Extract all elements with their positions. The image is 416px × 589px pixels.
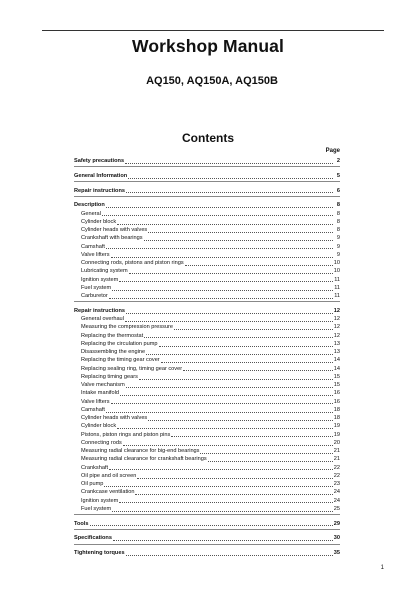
toc-entry-label: Carburetor: [81, 293, 108, 299]
dot-leader: [146, 354, 333, 355]
toc-subentry[interactable]: [74, 431, 340, 439]
toc-section-entry[interactable]: [74, 187, 340, 195]
dot-leader: [139, 379, 333, 380]
toc-subentry[interactable]: [74, 414, 340, 422]
dot-leader: [208, 461, 333, 462]
dot-leader: [171, 436, 333, 437]
toc-entry-label: Measuring radial clearance for big-end bearings: [81, 448, 200, 454]
toc-subentry[interactable]: [74, 455, 340, 463]
toc-entry-label: General: [81, 210, 101, 217]
toc-entry-page: 8: [336, 218, 340, 225]
toc-entry-page: 8: [336, 202, 340, 209]
toc-entry-page: 9: [336, 251, 340, 258]
toc-entry-page: 11: [334, 276, 340, 283]
toc-subentry[interactable]: [74, 226, 340, 234]
toc-subentry[interactable]: [74, 447, 340, 455]
dot-leader: [129, 273, 333, 274]
toc-entry-label: Oil pump: [81, 481, 104, 487]
toc-entry-label: Ignition system: [81, 497, 119, 504]
toc-entry-page: 15: [333, 382, 340, 388]
toc-entry-label: Crankcase ventilation: [81, 489, 135, 496]
toc-entry-label: Lubricating system: [81, 268, 128, 275]
dot-leader: [144, 337, 333, 338]
dot-leader: [117, 224, 333, 225]
contents-heading: Contents: [182, 131, 234, 145]
toc-entry-label: Valve lifters: [81, 398, 110, 405]
toc-entry-label: Crankshaft: [81, 464, 109, 471]
dot-leader: [200, 453, 332, 454]
toc-entry-label: Cylinder block: [81, 218, 117, 225]
toc-entry-page: 19: [333, 431, 340, 438]
toc-divider-rule: [74, 529, 340, 530]
toc-subentry[interactable]: [74, 292, 340, 300]
toc-subentry[interactable]: [74, 381, 340, 389]
toc-entry-label: Measuring radial clearance for crankshaft bearings: [81, 456, 207, 463]
toc-entry-label: Camshaft: [81, 406, 105, 413]
toc-subentry[interactable]: [74, 472, 340, 480]
dot-leader: [109, 469, 333, 470]
toc-divider-rule: [74, 196, 340, 197]
toc-divider-rule: [74, 544, 340, 545]
dot-leader: [185, 265, 333, 266]
toc-subentry[interactable]: [74, 218, 340, 226]
toc-entry-label: Cylinder block: [81, 423, 117, 430]
dot-leader: [125, 163, 333, 164]
toc-subentry[interactable]: [74, 323, 340, 331]
toc-entry-label: Replacing the timing gear cover: [81, 357, 160, 364]
dot-leader: [119, 281, 333, 282]
toc-entry-label: Pistons, piston rings and piston pins: [81, 431, 171, 438]
dot-leader: [112, 511, 333, 512]
toc-subentry[interactable]: [74, 340, 340, 348]
dot-leader: [137, 478, 332, 479]
dot-leader: [113, 540, 333, 541]
toc-entry-page: 24: [333, 497, 340, 504]
toc-entry-page: 10: [333, 260, 340, 266]
toc-subentry[interactable]: [74, 356, 340, 364]
toc-entry-label: Specifications: [74, 535, 112, 542]
toc-entry-page: 16: [333, 398, 340, 405]
toc-entry-page: 23: [333, 481, 340, 487]
toc-entry-page: 6: [336, 187, 340, 194]
toc-entry-page: 25: [333, 505, 340, 512]
toc-entry-label: Tools: [74, 520, 89, 527]
dot-leader: [109, 298, 333, 299]
dot-leader: [111, 257, 334, 258]
dot-leader: [106, 207, 333, 208]
toc-subentry[interactable]: [74, 480, 340, 488]
toc-subentry[interactable]: [74, 406, 340, 414]
dot-leader: [120, 395, 333, 396]
model-list: AQ150, AQ150A, AQ150B: [146, 75, 278, 87]
toc-entry-label: Measuring the compression pressure: [81, 324, 174, 331]
dot-leader: [183, 370, 333, 371]
toc-section-entry[interactable]: [74, 549, 340, 557]
dot-leader: [106, 412, 333, 413]
toc-subentry[interactable]: [74, 251, 340, 259]
toc-subentry[interactable]: [74, 398, 340, 406]
toc-divider-rule: [74, 166, 340, 167]
toc-subentry[interactable]: [74, 332, 340, 340]
toc-entry-page: 12: [333, 307, 340, 314]
dot-leader: [128, 178, 333, 179]
toc-subentry[interactable]: [74, 243, 340, 251]
toc-entry-label: Replacing sealing ring, timing gear cover: [81, 365, 183, 372]
toc-entry-page: 30: [333, 535, 340, 542]
manual-title: Workshop Manual: [132, 36, 284, 56]
toc-subentry[interactable]: [74, 439, 340, 447]
dot-leader: [148, 232, 333, 233]
toc-entry-label: Ignition system: [81, 276, 119, 283]
toc-section-entry[interactable]: [74, 201, 340, 209]
toc-subentry[interactable]: [74, 488, 340, 496]
toc-entry-page: 12: [333, 316, 340, 322]
toc-subentry[interactable]: [74, 422, 340, 430]
toc-entry-label: Fuel system: [81, 505, 112, 512]
toc-entry-page: 21: [333, 456, 340, 463]
toc-entry-page: 15: [333, 373, 340, 380]
dot-leader: [148, 420, 333, 421]
table-of-contents: [74, 157, 340, 557]
toc-section-entry[interactable]: [74, 157, 340, 165]
toc-entry-label: Safety precautions: [74, 158, 125, 164]
dot-leader: [111, 403, 333, 404]
toc-entry-label: Repair instructions: [74, 187, 125, 194]
toc-section-entry[interactable]: [74, 520, 340, 528]
toc-entry-label: Intake manifold: [81, 390, 119, 397]
toc-entry-page: 20: [333, 439, 340, 446]
toc-entry-label: Cylinder heads with valves: [81, 415, 148, 421]
dot-leader: [135, 494, 332, 495]
toc-subentry[interactable]: [74, 464, 340, 472]
toc-subentry[interactable]: [74, 505, 340, 513]
toc-subentry[interactable]: [74, 234, 340, 242]
toc-entry-page: 13: [333, 349, 340, 355]
dot-leader: [102, 215, 333, 216]
toc-entry-label: Disassembling the engine: [81, 349, 146, 355]
toc-entry-page: 19: [333, 423, 340, 430]
toc-entry-page: 14: [333, 365, 340, 372]
dot-leader: [119, 502, 332, 503]
toc-entry-label: Camshaft: [81, 243, 105, 250]
dot-leader: [125, 321, 333, 322]
toc-entry-page: 11: [334, 284, 340, 291]
dot-leader: [106, 248, 333, 249]
dot-leader: [112, 290, 333, 291]
top-rule: [42, 30, 384, 31]
toc-subentry[interactable]: [74, 284, 340, 292]
toc-subentry[interactable]: [74, 315, 340, 323]
toc-entry-page: 8: [336, 227, 340, 233]
toc-entry-page: 5: [336, 172, 340, 179]
dot-leader: [126, 192, 333, 193]
dot-leader: [174, 329, 333, 330]
dot-leader: [144, 240, 333, 241]
toc-entry-page: 12: [333, 324, 340, 331]
dot-leader: [126, 313, 333, 314]
toc-entry-label: Cylinder heads with valves: [81, 227, 148, 233]
toc-entry-label: Crankshaft with bearings: [81, 235, 143, 242]
toc-entry-label: General overhaul: [81, 316, 124, 322]
toc-entry-page: 8: [336, 210, 340, 217]
toc-entry-page: 9: [336, 243, 340, 250]
toc-subentry[interactable]: [74, 267, 340, 275]
toc-entry-label: Tightening torques: [74, 550, 125, 556]
toc-section-entry[interactable]: [74, 307, 340, 315]
toc-subentry[interactable]: [74, 389, 340, 397]
toc-entry-label: Replacing the circulation pump: [81, 340, 158, 347]
toc-entry-page: 9: [336, 235, 340, 242]
toc-entry-label: Description: [74, 202, 105, 209]
toc-divider-rule: [74, 514, 340, 515]
dot-leader: [161, 362, 333, 363]
dot-leader: [126, 387, 333, 388]
toc-divider-rule: [74, 301, 340, 302]
toc-entry-label: Valve mechanism: [81, 382, 125, 388]
toc-entry-page: 16: [333, 390, 340, 397]
page-number: 1: [380, 565, 384, 571]
toc-entry-page: 11: [334, 293, 340, 299]
toc-subentry[interactable]: [74, 497, 340, 505]
toc-entry-label: Repair instructions: [74, 307, 125, 314]
toc-entry-label: Connecting rods, pistons and piston rings: [81, 260, 184, 266]
toc-subentry[interactable]: [74, 365, 340, 373]
toc-entry-page: 14: [333, 357, 340, 364]
toc-entry-label: Replacing timing gears: [81, 373, 138, 380]
toc-entry-page: 22: [333, 464, 340, 471]
toc-subentry[interactable]: [74, 373, 340, 381]
toc-entry-label: Fuel system: [81, 284, 112, 291]
toc-section-entry[interactable]: [74, 534, 340, 542]
toc-entry-page: 24: [333, 489, 340, 496]
toc-subentry[interactable]: [74, 348, 340, 356]
dot-leader: [90, 525, 333, 526]
dot-leader: [123, 445, 333, 446]
dot-leader: [159, 346, 333, 347]
toc-entry-page: 13: [333, 340, 340, 347]
toc-divider-rule: [74, 181, 340, 182]
toc-entry-label: Replacing the thermostat: [81, 332, 144, 339]
toc-subentry[interactable]: [74, 276, 340, 284]
page-column-label: Page: [325, 148, 340, 154]
toc-entry-label: Oil pipe and oil screen: [81, 472, 137, 479]
toc-section-entry[interactable]: [74, 172, 340, 180]
toc-subentry[interactable]: [74, 259, 340, 267]
toc-entry-label: Valve lifters: [81, 251, 110, 258]
toc-entry-page: 2: [336, 158, 340, 164]
toc-entry-page: 18: [333, 406, 340, 413]
dot-leader: [104, 486, 332, 487]
toc-entry-page: 29: [333, 520, 340, 527]
dot-leader: [126, 555, 333, 556]
toc-entry-label: Connecting rods: [81, 439, 122, 446]
toc-entry-page: 10: [333, 268, 340, 275]
dot-leader: [117, 428, 333, 429]
toc-entry-page: 12: [333, 332, 340, 339]
toc-entry-page: 35: [333, 550, 340, 556]
toc-subentry[interactable]: [74, 210, 340, 218]
toc-entry-label: General Information: [74, 172, 128, 179]
toc-entry-page: 22: [333, 472, 340, 479]
toc-entry-page: 21: [333, 448, 340, 454]
toc-entry-page: 18: [333, 415, 340, 421]
